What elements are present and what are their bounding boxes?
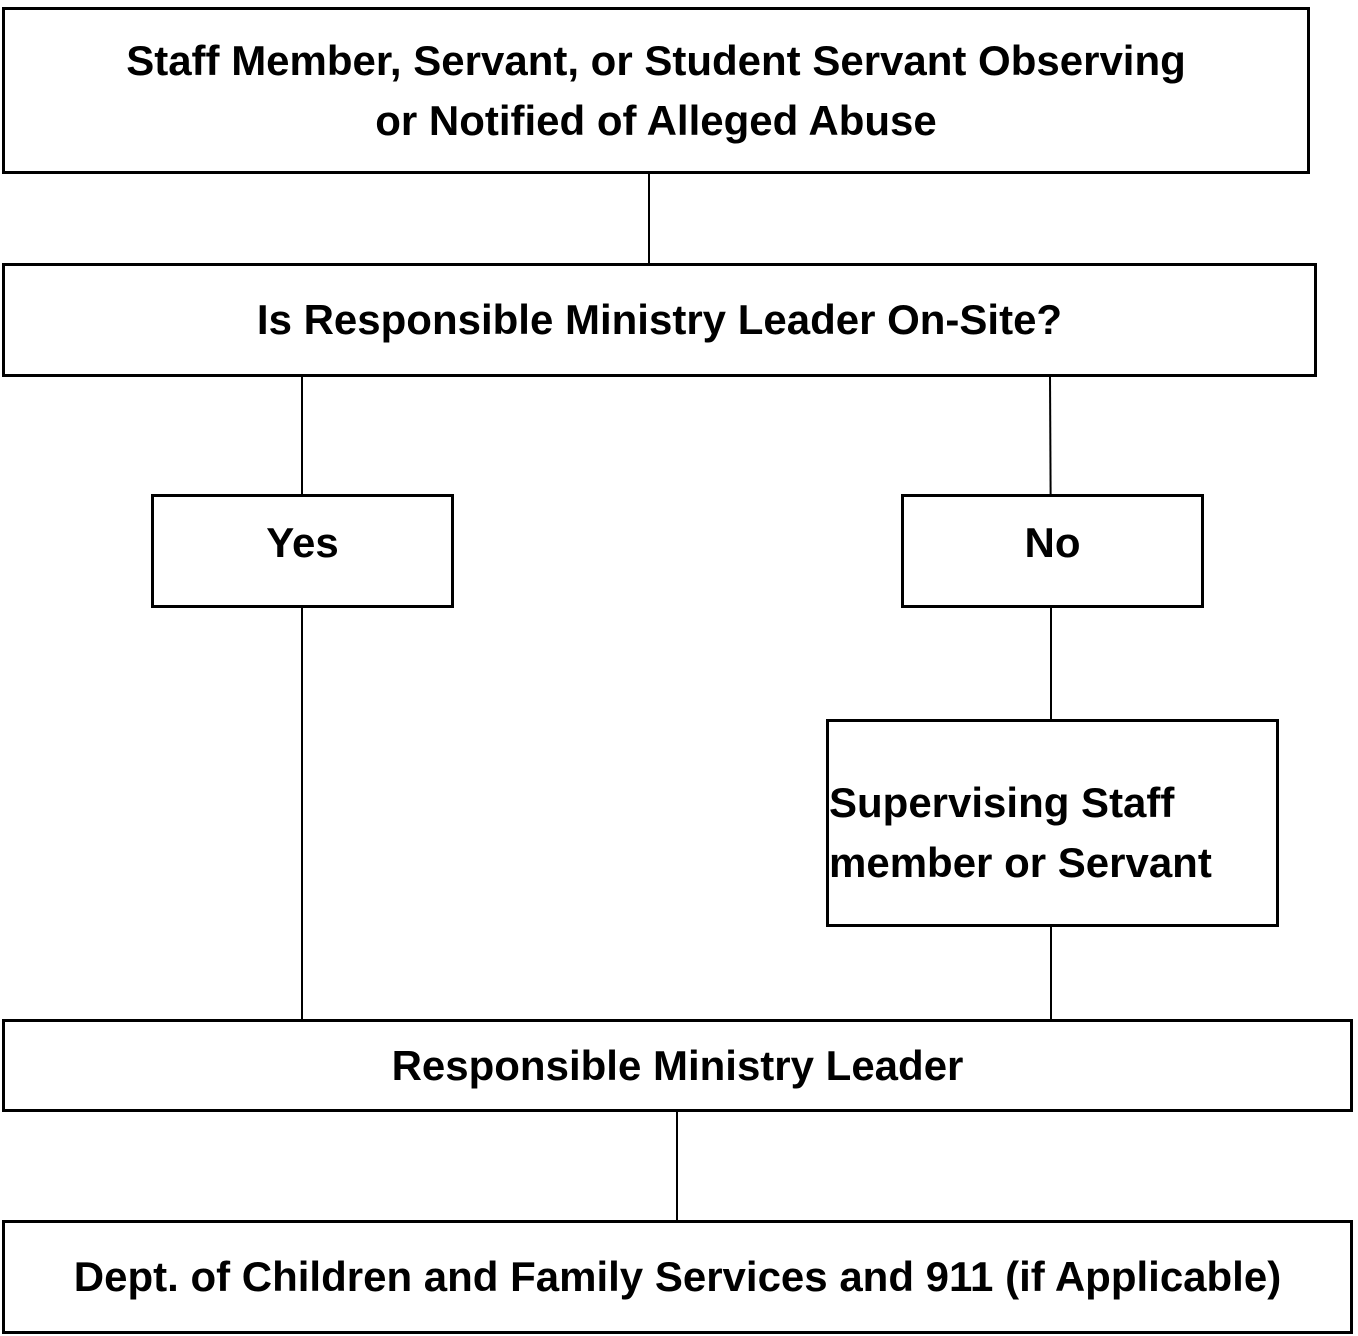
supervisor-box <box>826 719 1279 927</box>
connector-no-to-supervisor <box>1050 607 1052 720</box>
yes-text: Yes <box>266 519 339 566</box>
supervisor-text-line2: member or Servant <box>829 839 1212 886</box>
connector-question-to-no <box>1049 376 1052 495</box>
supervisor-text-line1: Supervising Staff <box>829 779 1175 826</box>
question-box <box>2 263 1317 377</box>
final-text: Dept. of Children and Family Services and 911 (if Applicable) <box>73 1253 1282 1300</box>
connector-start-to-question <box>648 174 650 264</box>
no-box <box>901 494 1204 608</box>
question-text: Is Responsible Ministry Leader On-Site? <box>256 296 1063 343</box>
start-text-line1: Staff Member, Servant, or Student Servant Observing <box>126 36 1186 84</box>
connector-leader-to-final <box>676 1111 678 1222</box>
final-box <box>2 1220 1353 1334</box>
leader-box <box>2 1019 1353 1112</box>
connector-question-to-yes <box>301 376 303 495</box>
start-text-line2: or Notified of Alleged Abuse <box>375 96 937 144</box>
start-box <box>2 7 1310 174</box>
connector-yes-to-leader <box>301 607 303 1020</box>
no-text: No <box>1024 519 1081 566</box>
connector-supervisor-to-leader <box>1050 926 1052 1020</box>
yes-box <box>151 494 454 608</box>
leader-text: Responsible Ministry Leader <box>391 1041 964 1089</box>
